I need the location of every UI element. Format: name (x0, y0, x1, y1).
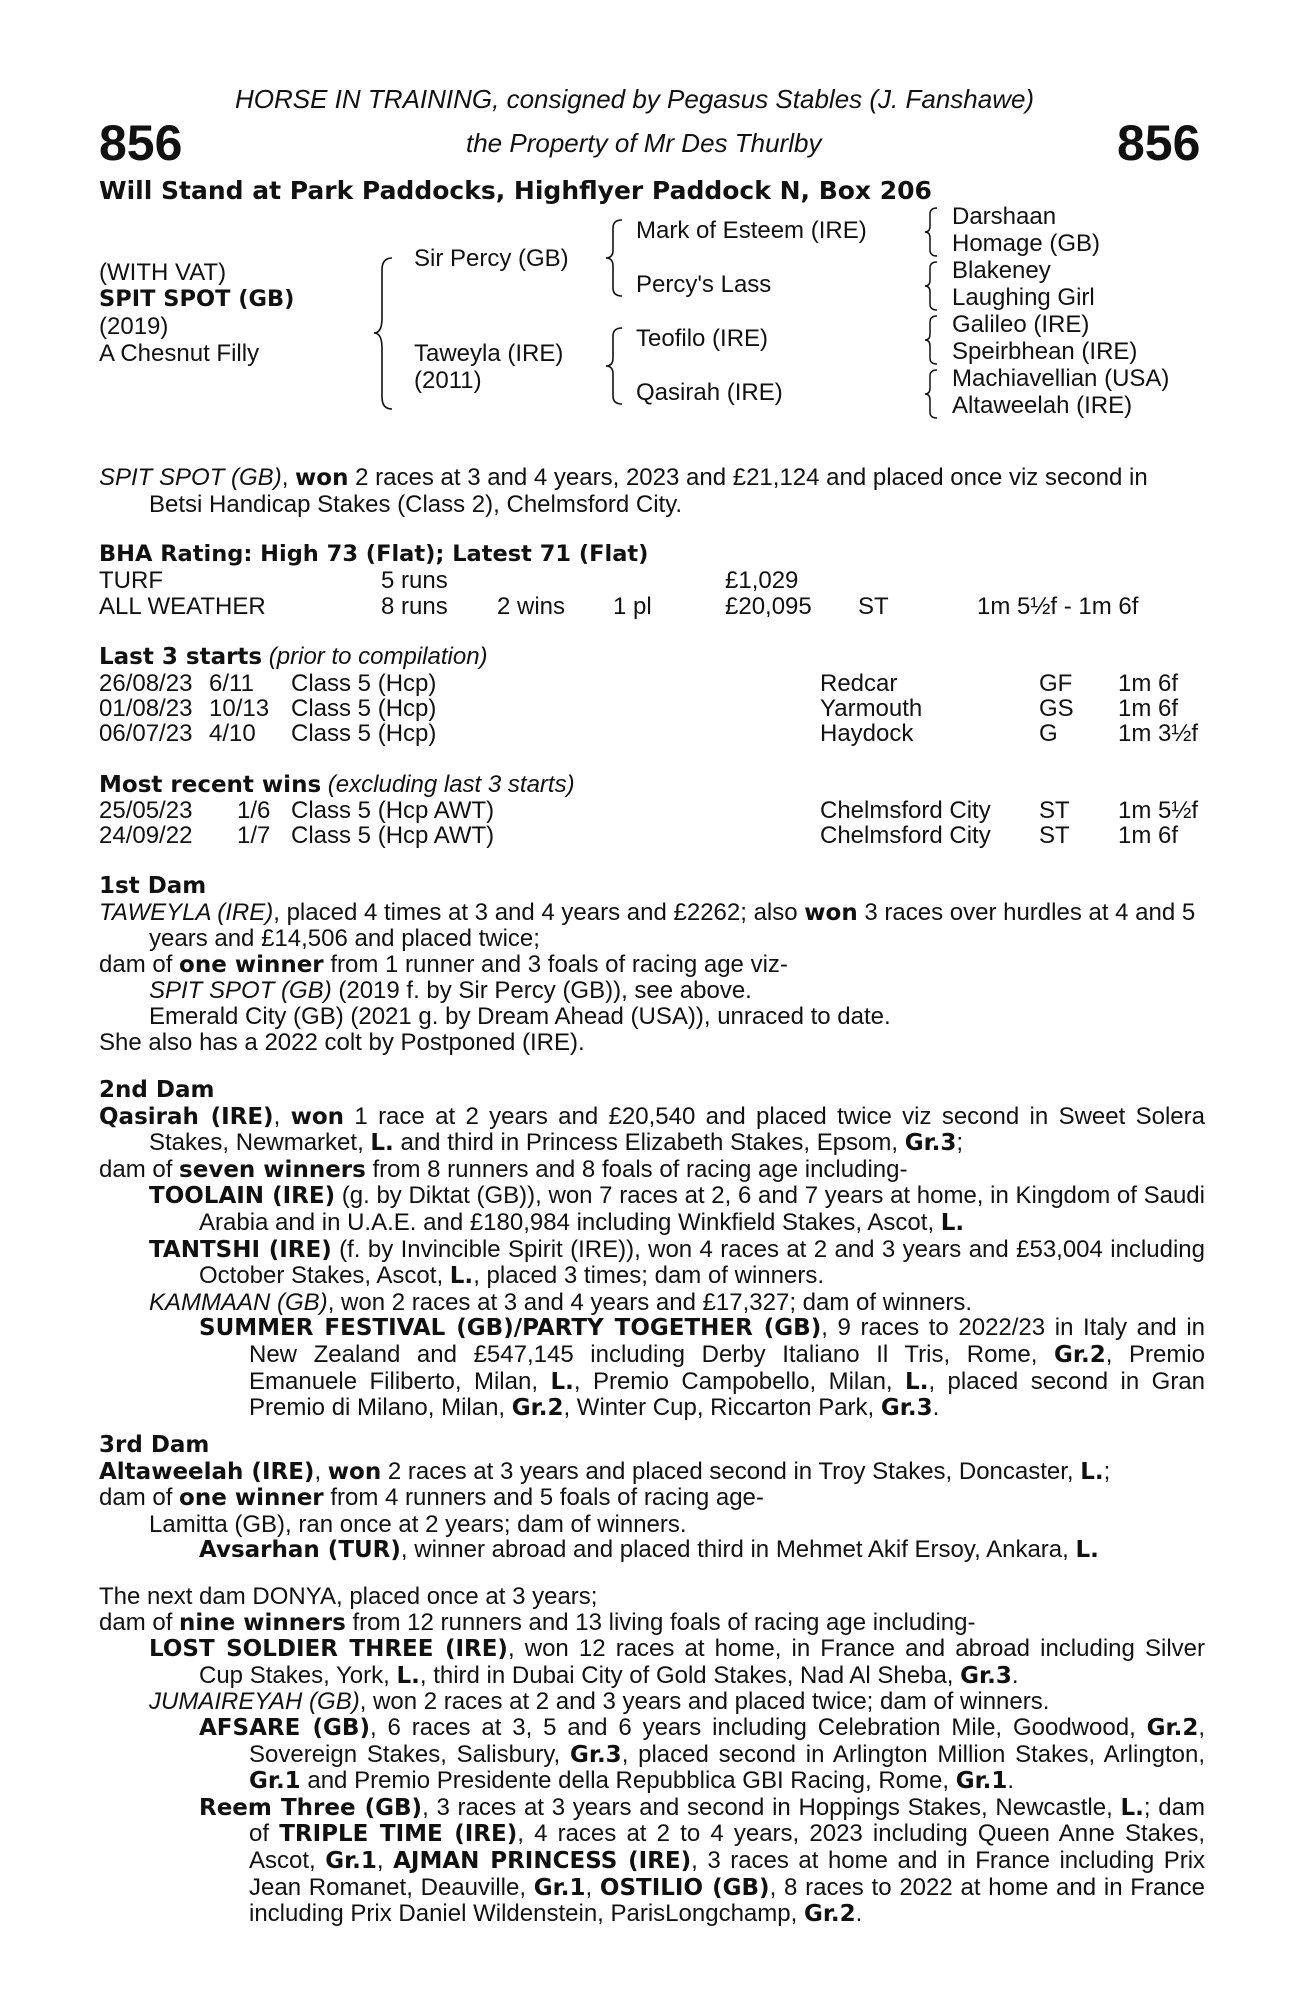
date: 01/08/23 (99, 695, 193, 722)
bold-text: Reem Three (GB) (199, 1794, 423, 1821)
sire-dam: Percy's Lass (636, 271, 772, 298)
text-run: , 9 races to 2022/23 in Italy and in New Zealand and £547,145 including Derby Italiano Il Tris, Rome, (249, 1314, 1205, 1368)
placed: 1 pl (613, 593, 652, 620)
pedigree-brace (372, 256, 394, 411)
text-run: , won 12 races at home, in France and abroad including Silver Cup Stakes, York, (199, 1635, 1205, 1689)
bold-text: Gr.3 (960, 1662, 1012, 1689)
race-class: Class 5 (Hcp) (291, 670, 437, 697)
text-run: (f. by Invincible Spirit (IRE)), won 4 races at 2 and 3 years and £53,004 including October Stakes, Ascot, (199, 1235, 1205, 1290)
next-dam-section (99, 1584, 1205, 1928)
bold-text: Altaweelah (IRE) (99, 1458, 315, 1485)
text-run: 2 races at 3 years and placed second in Troy Stakes, Doncaster, (381, 1457, 1081, 1485)
italic-name: JUMAIREYAH (GB) (149, 1688, 360, 1716)
italic-name: SPIT SPOT (GB) (149, 977, 332, 1005)
text-run: , placed second in Gran Premio di Milano, Milan, (249, 1367, 1206, 1422)
dam-sire: Teofilo (IRE) (636, 325, 769, 352)
bold-text: Gr.1 (533, 1874, 586, 1901)
property-line: the Property of Mr Des Thurlby (466, 128, 822, 158)
pedigree-brace (923, 368, 939, 420)
lot-number-left: 856 (99, 115, 183, 171)
text-run: . (855, 1900, 863, 1928)
bold-text: Most recent wins (99, 772, 322, 798)
bold-text: Gr.3 (880, 1395, 933, 1422)
bold-text: Avsarhan (TUR) (199, 1537, 401, 1564)
dam-year: (2011) (414, 367, 482, 394)
course: Chelmsford City (820, 822, 991, 849)
distance: 1m 6f (1118, 822, 1179, 849)
bold-text: L. (396, 1662, 420, 1689)
bold-text: Last 3 starts (99, 644, 263, 670)
going: G (1039, 720, 1058, 747)
bha-rating-heading: BHA Rating: High 73 (Flat); Latest 71 (Flat) (99, 541, 649, 567)
bold-text: AFSARE (GB) (199, 1714, 370, 1741)
dam-dam-sire: Machiavellian (USA) (952, 365, 1170, 392)
grandsire-dam: Homage (GB) (952, 230, 1101, 257)
sire: Sir Percy (GB) (414, 245, 569, 272)
date: 25/05/23 (99, 797, 193, 824)
text-run: , (376, 1846, 394, 1874)
summary-text: 2 races at 3 and 4 years, 2023 and £21,124 and placed once viz second (348, 464, 1123, 491)
sire-dam-dam: Laughing Girl (952, 284, 1095, 311)
distance: 1m 3½f (1118, 720, 1199, 747)
course: Haydock (820, 720, 914, 747)
italic-name: TAWEYLA (IRE) (99, 898, 274, 926)
text-run: Lamitta (GB), ran once at 2 years; dam of winners. (149, 1510, 687, 1538)
text-run: and Premio Presidente della Repubblica GBI Racing, Rome, (300, 1767, 956, 1795)
bold-text: Gr.2 (1054, 1341, 1106, 1368)
lot-number-right: 856 (1117, 115, 1201, 171)
text-run: (g. by Diktat (GB)), won 7 races at 2, 6 and 7 years at home, in Kingdom of Saudi Arabia and in U.A.E. and £180,984 including Winkfield Stakes, Ascot, (199, 1182, 1205, 1236)
bold-text: L. (1120, 1794, 1144, 1821)
text-run: She also has a 2022 colt by Postponed (IRE). (99, 1028, 585, 1056)
bold-text: Gr.3 (904, 1130, 957, 1157)
text-run: dam of (99, 950, 180, 978)
text-run: , third in Dubai City of Gold Stakes, Nad Al Sheba, (419, 1661, 961, 1689)
dam-sire-dam: Speirbhean (IRE) (952, 338, 1138, 365)
text-run: , Winter Cup, Riccarton Park, (563, 1394, 881, 1422)
text-run: dam of (99, 1484, 180, 1512)
bold-text: seven winners (179, 1156, 366, 1183)
first-dam-section (99, 873, 1205, 1055)
race-class: Class 5 (Hcp) (291, 720, 437, 747)
text-run: , (585, 1873, 600, 1901)
recent-wins-heading (99, 772, 575, 799)
text-run: Emerald City (GB) (2021 g. by Dream Ahead (USA)), unraced to date. (149, 1002, 891, 1030)
position: 6/11 (209, 670, 254, 697)
going: ST (1039, 822, 1070, 849)
text-run: , won 2 races at 2 and 3 years and placed twice; dam of winners. (359, 1688, 1050, 1716)
dam-sire-sire: Galileo (IRE) (952, 311, 1090, 338)
date: 26/08/23 (99, 670, 193, 697)
course: Redcar (820, 670, 898, 697)
text-run: , Premio Emanuele Filiberto, Milan, (249, 1340, 1206, 1395)
distance: 1m 5½f - 1m 6f (977, 593, 1139, 620)
position: 4/10 (209, 720, 256, 747)
summary-won: won (295, 465, 349, 491)
race-summary: SPIT SPOT (GB), won 2 races at 3 and 4 years, 2023 and £21,124 and placed once viz second in Betsi Handicap Stakes (Class 2), Chelmsford City. (99, 464, 1148, 518)
pedigree-brace (604, 326, 624, 406)
text-run: ; dam of (249, 1793, 1205, 1848)
second-dam-section (99, 1077, 1205, 1422)
bold-text: Gr.3 (570, 1741, 622, 1768)
text-run: , winner abroad and placed third in Mehmet Akif Ersoy, Ankara, (400, 1536, 1076, 1564)
text-run: from 12 runners and 13 living foals of racing age including- (345, 1608, 976, 1636)
surface: TURF (99, 567, 163, 594)
race-class: Class 5 (Hcp AWT) (291, 797, 495, 824)
summary-horse-name: SPIT SPOT (GB) (99, 464, 282, 491)
first-dam-heading: 1st Dam (99, 873, 207, 899)
bold-text: L. (449, 1263, 474, 1290)
italic-name: (excluding last 3 starts) (321, 771, 575, 798)
sire-sire: Mark of Esteem (IRE) (636, 217, 867, 244)
runs: 8 runs (381, 593, 448, 620)
text-run: , won 2 races at 3 and 4 years and £17,327; dam of winners. (327, 1288, 973, 1316)
text-run: 3 races over hurdles at 4 and 5 years and £14,506 and placed twice; (149, 898, 1196, 953)
dam-dam-dam: Altaweelah (IRE) (952, 392, 1133, 419)
bold-text: won (290, 1103, 345, 1130)
bold-text: L. (1080, 1458, 1104, 1485)
bold-text: L. (905, 1368, 929, 1395)
text-run: , placed second in Arlington Million Stakes, Arlington, (621, 1740, 1205, 1768)
start-row (99, 695, 1205, 721)
text-run: , 3 races at home and in France including Prix Jean Romanet, Deauville, (249, 1846, 1206, 1901)
text-run: ; (956, 1129, 964, 1157)
grandsire-sire: Darshaan (952, 203, 1057, 230)
going: GF (1039, 670, 1073, 697)
bold-text: TRIPLE TIME (IRE) (279, 1821, 518, 1848)
text-run: , (273, 1102, 291, 1130)
bold-text: L. (1075, 1537, 1099, 1564)
distance: 1m 5½f (1118, 797, 1199, 824)
text-run: , Sovereign Stakes, Salisbury, (249, 1713, 1205, 1768)
bold-text: L. (370, 1130, 394, 1157)
text-run: , 6 races at 3, 5 and 6 years including Celebration Mile, Goodwood, (369, 1713, 1147, 1741)
win-row (99, 797, 1205, 823)
race-class: Class 5 (Hcp) (291, 695, 437, 722)
italic-name: KAMMAAN (GB) (149, 1288, 328, 1316)
second-dam-heading: 2nd Dam (99, 1077, 215, 1103)
text-run: , (314, 1457, 328, 1485)
pedigree-brace (604, 218, 624, 298)
pedigree-brace (923, 260, 939, 312)
text-run: , 8 races to 2022 at home and in France including Prix Daniel Wildenstein, ParisLongchamp, (249, 1873, 1205, 1928)
bold-text: Gr.2 (511, 1395, 564, 1422)
text-run: from 4 runners and 5 foals of racing age- (323, 1484, 764, 1512)
bold-text: Gr.2 (803, 1901, 856, 1928)
bold-text: L. (940, 1209, 965, 1236)
position: 10/13 (209, 695, 270, 722)
bold-text: Gr.2 (1146, 1714, 1199, 1741)
text-run: , placed 3 times; dam of winners. (473, 1262, 825, 1290)
text-run: . (932, 1394, 940, 1422)
text-run: The next dam DONYA, placed once at 3 years; (99, 1583, 598, 1610)
wins: 2 wins (497, 593, 566, 620)
text-run: . (1011, 1661, 1019, 1689)
bold-text: Qasirah (IRE) (99, 1103, 274, 1130)
italic-name: (prior to compilation) (262, 643, 488, 670)
vat-note: (WITH VAT) (99, 259, 227, 286)
bold-text: TANTSHI (IRE) (149, 1236, 332, 1263)
text-run: , 4 races at 2 to 4 years, 2023 including Queen Anne Stakes, Ascot, (249, 1820, 1205, 1874)
last-3-starts-heading (99, 644, 488, 671)
bold-text: SUMMER FESTIVAL (GB)/PARTY TOGETHER (GB) (199, 1315, 822, 1342)
distance: 1m 6f (1118, 695, 1179, 722)
third-dam-section (99, 1432, 1205, 1564)
horse-description: A Chesnut Filly (99, 340, 260, 367)
bold-text: OSTILIO (GB) (599, 1874, 770, 1901)
bold-text: one winner (179, 951, 324, 978)
text-run: , Premio Campobello, Milan, (573, 1367, 906, 1395)
course: Yarmouth (820, 695, 923, 722)
position: 1/7 (237, 822, 271, 849)
rating-row-turf (99, 567, 1205, 593)
text-run: . (1007, 1767, 1015, 1795)
text-run: dam of (99, 1608, 180, 1636)
earnings: £1,029 (725, 567, 799, 594)
text-run: (2019 f. by Sir Percy (GB)), see above. (331, 977, 752, 1005)
horse-name: SPIT SPOT (GB) (99, 286, 295, 312)
bold-text: one winner (179, 1485, 324, 1512)
bold-text: won (804, 899, 858, 926)
text-run: from 8 runners and 8 foals of racing age including- (365, 1155, 908, 1183)
text-run: and third in Princess Elizabeth Stakes, Epsom, (393, 1129, 905, 1157)
pedigree-brace (923, 314, 939, 366)
going: GS (1039, 695, 1074, 722)
start-row (99, 670, 1205, 696)
date: 06/07/23 (99, 720, 193, 747)
bold-text: nine winners (179, 1609, 346, 1636)
stand-location: Will Stand at Park Paddocks, Highflyer Paddock N, Box 206 (99, 176, 932, 205)
bold-text: won (327, 1458, 382, 1485)
bold-text: Gr.1 (249, 1768, 301, 1795)
horse-year: (2019) (99, 313, 169, 340)
going: ST (1039, 797, 1070, 824)
surface: ALL WEATHER (99, 593, 266, 620)
date: 24/09/22 (99, 822, 193, 849)
dam: Taweyla (IRE) (414, 340, 564, 367)
bold-text: Gr.1 (955, 1768, 1008, 1795)
bold-text: TOOLAIN (IRE) (149, 1183, 336, 1210)
bold-text: L. (550, 1368, 574, 1395)
text-run: 1 race at 2 years and £20,540 and placed twice viz second in Sweet Solera Stakes, Newmarket, (149, 1102, 1205, 1157)
going: ST (858, 593, 889, 620)
race-class: Class 5 (Hcp AWT) (291, 822, 495, 849)
bold-text: Gr.1 (325, 1847, 377, 1874)
rating-row-all-weather (99, 593, 1205, 619)
start-row (99, 720, 1205, 746)
text-run: , placed 4 times at 3 and 4 years and £2262; also (273, 898, 805, 926)
text-run: , 3 races at 3 years and second in Hoppings Stakes, Newcastle, (422, 1793, 1121, 1821)
summary-text-2: in Betsi Handicap Stakes (Class 2), Chelmsford City. (149, 464, 1148, 518)
catalogue-title: HORSE IN TRAINING, consigned by Pegasus Stables (J. Fanshawe) (235, 84, 1035, 114)
earnings: £20,095 (725, 593, 812, 620)
bold-text: LOST SOLDIER THREE (IRE) (149, 1636, 508, 1663)
third-dam-heading: 3rd Dam (99, 1432, 210, 1458)
runs: 5 runs (381, 567, 448, 594)
course: Chelmsford City (820, 797, 991, 824)
sire-dam-sire: Blakeney (952, 257, 1051, 284)
dam-dam: Qasirah (IRE) (636, 379, 783, 406)
win-row (99, 822, 1205, 848)
text-run: dam of (99, 1155, 180, 1183)
text-run: ; (1103, 1457, 1111, 1485)
distance: 1m 6f (1118, 670, 1179, 697)
bold-text: AJMAN PRINCESS (IRE) (393, 1847, 692, 1874)
pedigree-brace (923, 206, 939, 258)
text-run: from 1 runner and 3 foals of racing age viz- (323, 950, 788, 978)
position: 1/6 (237, 797, 271, 824)
